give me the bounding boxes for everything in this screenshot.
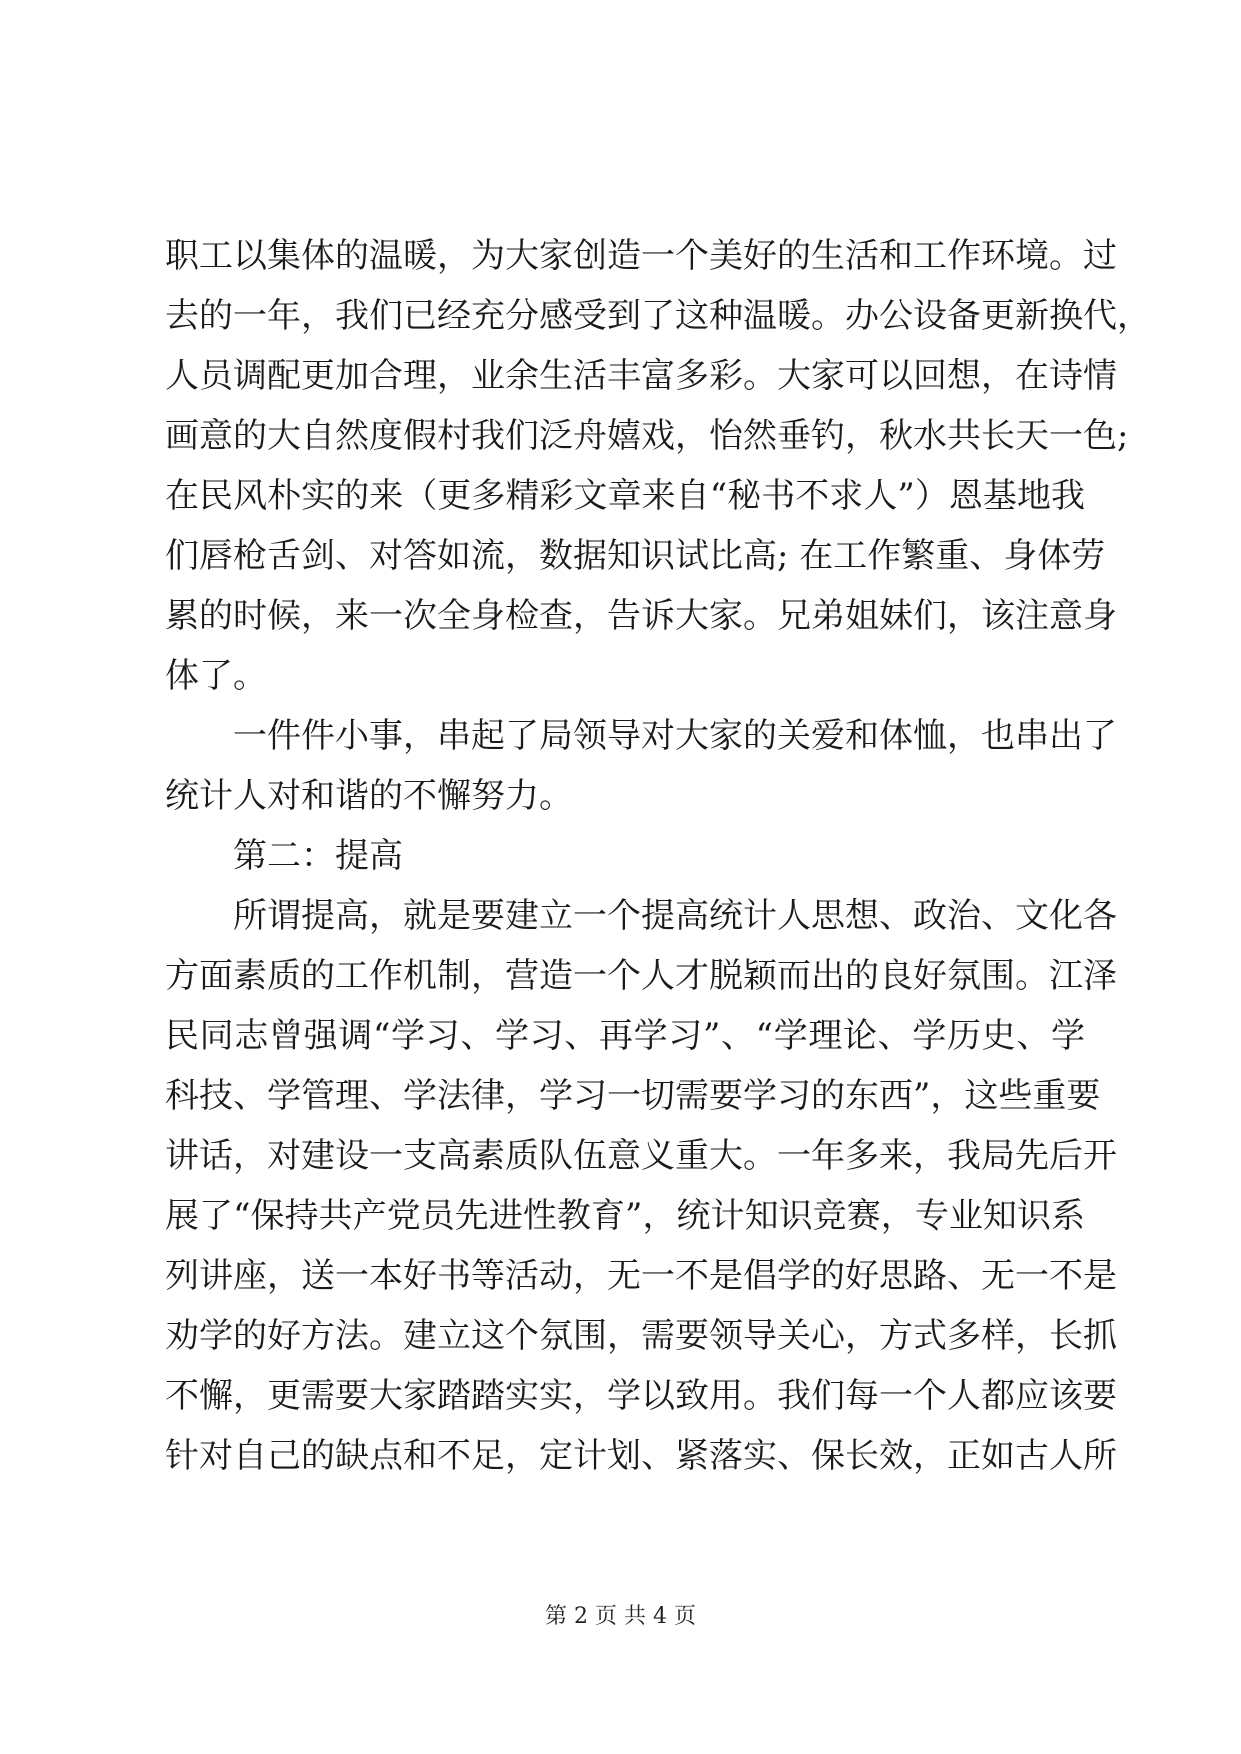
section-heading: 第二：提高	[233, 836, 403, 876]
text-line: 劝学的好方法。建立这个氛围，需要领导关心，方式多样，长抓	[165, 1316, 1117, 1356]
text-line: 在民风朴实的来（更多精彩文章来自“秘书不求人”）恩基地我	[165, 476, 1085, 516]
text-line: 展了“保持共产党员先进性教育”，统计知识竞赛，专业知识系	[165, 1196, 1085, 1236]
text-line: 画意的大自然度假村我们泛舟嬉戏，怡然垂钓，秋水共长天一色;	[165, 416, 1129, 456]
text-line: 职工以集体的温暖，为大家创造一个美好的生活和工作环境。过	[165, 236, 1117, 276]
text-line: 累的时候，来一次全身检查，告诉大家。兄弟姐妹们，该注意身	[165, 596, 1117, 636]
text-line: 一件件小事，串起了局领导对大家的关爱和体恤，也串出了	[233, 716, 1117, 756]
text-line: 科技、学管理、学法律，学习一切需要学习的东西”，这些重要	[165, 1076, 1101, 1116]
text-line: 体了。	[165, 656, 267, 696]
document-body	[165, 226, 1151, 1486]
text-line: 去的一年，我们已经充分感受到了这种温暖。办公设备更新换代，	[165, 296, 1151, 336]
text-line: 讲话，对建设一支高素质队伍意义重大。一年多来，我局先后开	[165, 1136, 1117, 1176]
text-line: 列讲座，送一本好书等活动，无一不是倡学的好思路、无一不是	[165, 1256, 1117, 1296]
text-line: 方面素质的工作机制，营造一个人才脱颖而出的良好氛围。江泽	[165, 956, 1117, 996]
text-line: 不懈，更需要大家踏踏实实，学以致用。我们每一个人都应该要	[165, 1376, 1117, 1416]
text-line: 民同志曾强调“学习、学习、再学习”、“学理论、学历史、学	[165, 1016, 1085, 1056]
text-line: 针对自己的缺点和不足，定计划、紧落实、保长效，正如古人所	[165, 1436, 1117, 1476]
text-line: 人员调配更加合理，业余生活丰富多彩。大家可以回想，在诗情	[165, 356, 1117, 396]
text-line: 统计人对和谐的不懈努力。	[165, 776, 573, 816]
text-line: 所谓提高，就是要建立一个提高统计人思想、政治、文化各	[233, 896, 1117, 936]
page-number-footer: 第 2 页 共 4 页	[545, 1604, 696, 1629]
text-line: 们唇枪舌剑、对答如流，数据知识试比高; 在工作繁重、身体劳	[165, 536, 1106, 576]
